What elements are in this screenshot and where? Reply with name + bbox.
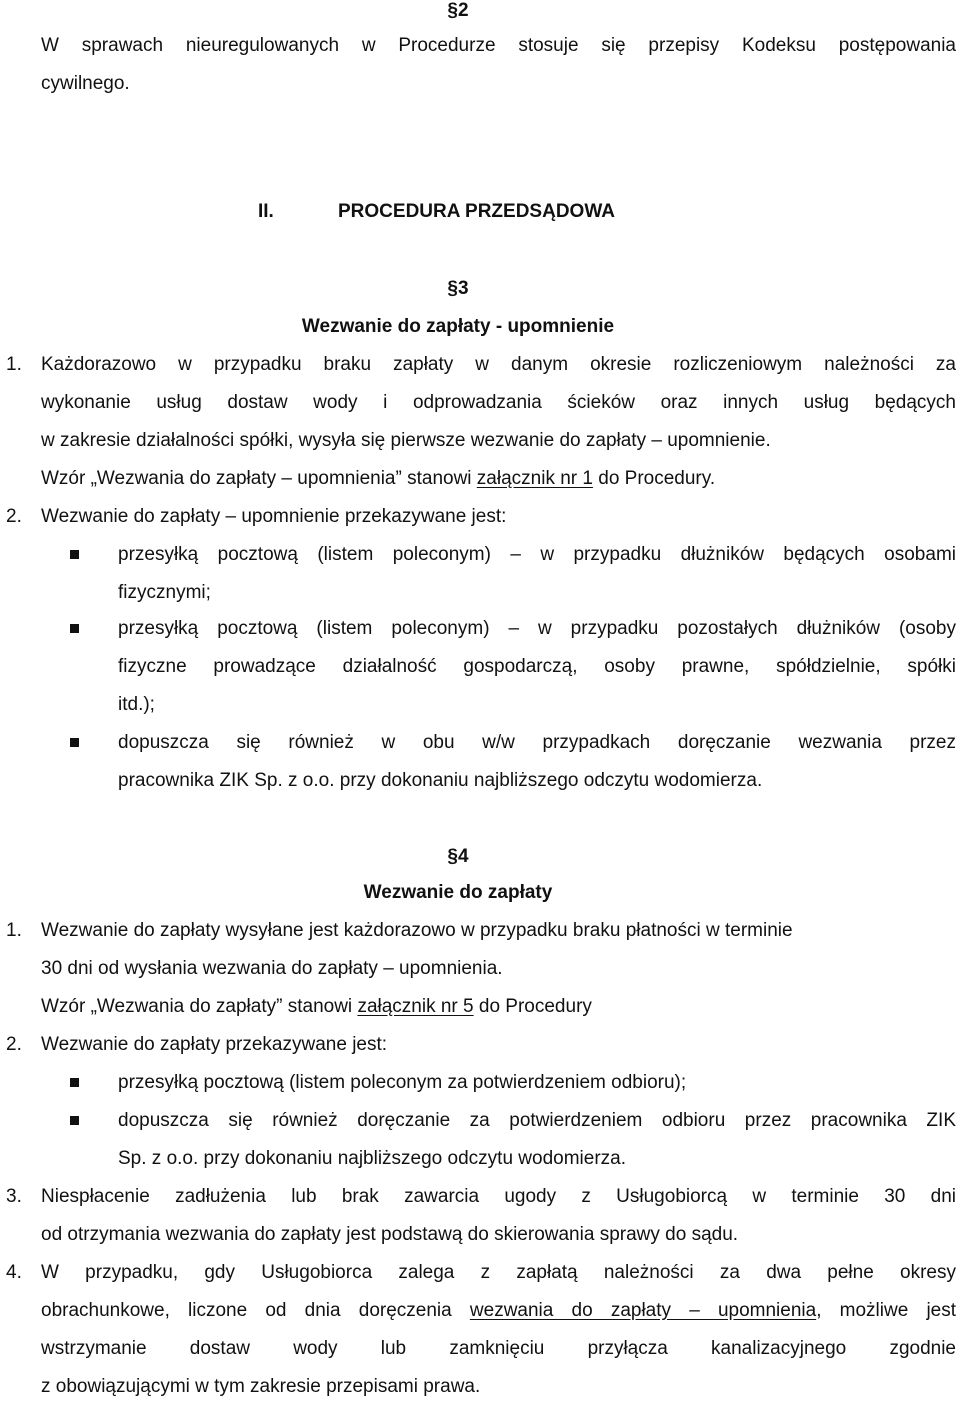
section-2-header: §2	[447, 0, 469, 21]
attachment-reference-text: Wzór „Wezwania do zapłaty – upomnienia” stanowi	[41, 468, 477, 489]
section-4-item-4-line-4: z obowiązującymi w tym zakresie przepisami prawa.	[41, 1376, 481, 1397]
chapter-number: II.	[258, 201, 274, 222]
section-4-item-1-line-3	[41, 988, 592, 1026]
section-3-title: Wezwanie do zapłaty - upomnienie	[301, 316, 615, 337]
section-3-item-1-line-4	[41, 460, 715, 498]
bullet-icon	[70, 1078, 79, 1087]
section-4-title: Wezwanie do zapłaty	[363, 882, 553, 903]
bullet-icon	[70, 738, 79, 747]
section-3-item-1-line-2: wykonanie usług dostaw wody i odprowadzania ścieków oraz innych usług będących	[41, 392, 956, 413]
section-3-bullet-1-line-1: przesyłką pocztową (listem poleconym) – w przypadku dłużników będących osobami	[118, 544, 956, 565]
section-3-item-2-number: 2.	[6, 506, 22, 527]
attachment-5-link[interactable]: załącznik nr 5	[357, 996, 474, 1017]
section-3-bullet-3-line-2: pracownika ZIK Sp. z o.o. przy dokonaniu najbliższego odczytu wodomierza.	[118, 770, 763, 791]
section-3-bullet-1-line-2: fizycznymi;	[118, 582, 211, 603]
bullet-icon	[70, 624, 79, 633]
section-4-item-1-line-1: Wezwanie do zapłaty wysyłane jest każdorazowo w przypadku braku płatności w terminie	[41, 920, 793, 941]
reference-suffix: , możliwe jest	[816, 1300, 957, 1321]
section-3-bullet-2-line-1: przesyłką pocztową (listem poleconym) – w przypadku pozostałych dłużników (osoby	[118, 618, 956, 639]
section-4-item-3-line-2: od otrzymania wezwania do zapłaty jest podstawą do skierowania sprawy do sądu.	[41, 1224, 739, 1245]
section-4-item-3-number: 3.	[6, 1186, 22, 1207]
section-4-bullet-1-line-1: przesyłką pocztową (listem poleconym za potwierdzeniem odbioru);	[118, 1072, 687, 1093]
section-4-item-4-line-1: W przypadku, gdy Usługobiorca zalega z zapłatą należności za dwa pełne okresy	[41, 1262, 956, 1283]
section-4-header: §4	[447, 846, 469, 867]
section-4-bullet-2-line-1: dopuszcza się również doręczanie za potwierdzeniem odbioru przez pracownika ZIK	[118, 1110, 956, 1131]
section-4-item-1-number: 1.	[6, 920, 22, 941]
section-3-bullet-2-line-3: itd.);	[118, 694, 155, 715]
chapter-title: PROCEDURA PRZEDSĄDOWA	[338, 201, 615, 222]
payment-reminder-link[interactable]: wezwania do zapłaty – upomnienia	[469, 1300, 817, 1321]
attachment-reference-suffix: do Procedury	[473, 996, 592, 1017]
section-3-bullet-2-line-2: fizyczne prowadzące działalność gospodarczą, osoby prawne, spółdzielnie, spółki	[118, 656, 956, 677]
section-3-header: §3	[447, 278, 469, 299]
section-3-item-1-line-1: Każdorazowo w przypadku braku zapłaty w danym okresie rozliczeniowym należności za	[41, 354, 956, 375]
attachment-1-link[interactable]: załącznik nr 1	[476, 468, 593, 489]
bullet-icon	[70, 550, 79, 559]
section-4-item-2-line-1: Wezwanie do zapłaty przekazywane jest:	[41, 1034, 388, 1055]
section-3-item-1-number: 1.	[6, 354, 22, 375]
section-4-item-4-line-3: wstrzymanie dostaw wody lub zamknięciu przyłącza kanalizacyjnego zgodnie	[41, 1338, 956, 1359]
section-4-bullet-2-line-2: Sp. z o.o. przy dokonaniu najbliższego odczytu wodomierza.	[118, 1148, 626, 1169]
attachment-reference-suffix: do Procedury.	[592, 468, 716, 489]
section-4-item-4-number: 4.	[6, 1262, 22, 1283]
section-4-item-3-line-1: Niespłacenie zadłużenia lub brak zawarcia ugody z Usługobiorcą w terminie 30 dni	[41, 1186, 956, 1207]
section-3-item-1-line-3: w zakresie działalności spółki, wysyła się pierwsze wezwanie do zapłaty – upomnienie.	[41, 430, 771, 451]
section-4-item-4-line-2	[41, 1292, 956, 1330]
section-3-item-2-line-1: Wezwanie do zapłaty – upomnienie przekazywane jest:	[41, 506, 507, 527]
section-2-text-line-1: W sprawach nieuregulowanych w Procedurze stosuje się przepisy Kodeksu postępowania	[41, 35, 956, 56]
section-4-item-2-number: 2.	[6, 1034, 22, 1055]
section-3-bullet-3-line-1: dopuszcza się również w obu w/w przypadkach doręczanie wezwania przez	[118, 732, 956, 753]
bullet-icon	[70, 1116, 79, 1125]
attachment-reference-text: Wzór „Wezwania do zapłaty” stanowi	[41, 996, 358, 1017]
section-4-item-1-line-2: 30 dni od wysłania wezwania do zapłaty – upomnienia.	[41, 958, 503, 979]
reference-text: obrachunkowe, liczone od dnia doręczenia	[41, 1300, 470, 1321]
section-2-text-line-2: cywilnego.	[41, 73, 130, 94]
